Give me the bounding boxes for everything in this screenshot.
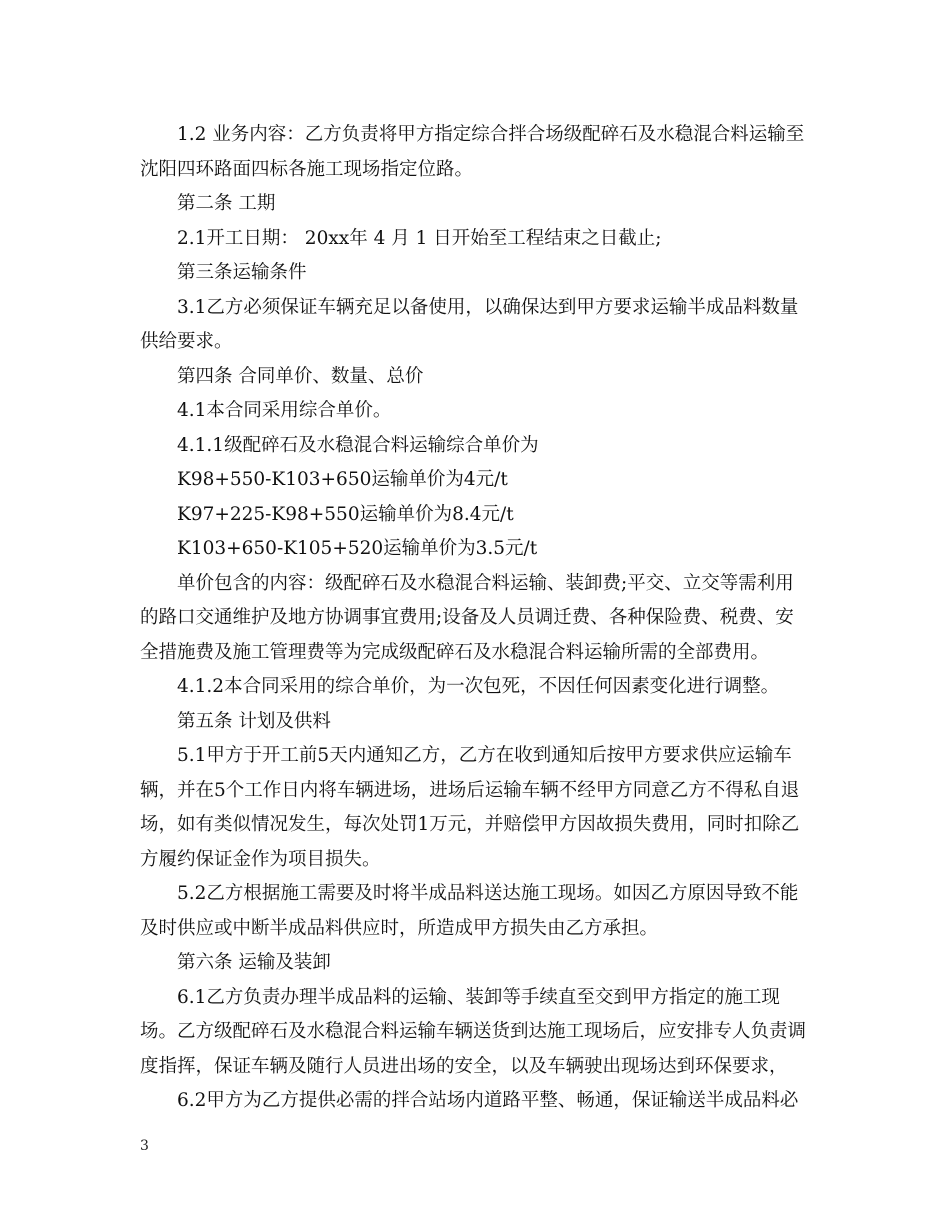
paragraph: 单价包含的内容：级配碎石及水稳混合料运输、装卸费;平交、立交等需利用的路口交通维护及地方协调事宜费用;设备及人员调迁费、各种保险费、税费、安全措施费及施工管理费等为完成级配碎石及水稳混合料运输所需的全部费用。 bbox=[140, 572, 794, 663]
section-heading: 第五条 计划及供料 bbox=[177, 710, 331, 732]
paragraph: 4.1本合同采用综合单价。 bbox=[177, 400, 392, 421]
paragraph: 3.1乙方必须保证车辆充足以备使用，以确保达到甲方要求运输半成品料数量供给要求。 bbox=[140, 296, 799, 352]
section-heading: 第四条 合同单价、数量、总价 bbox=[177, 365, 424, 387]
paragraph: 2.1开工日期： 20xx年 4 月 1 日开始至工程结束之日截止; bbox=[177, 227, 662, 249]
paragraph: 5.1甲方于开工前5天内通知乙方，乙方在收到通知后按甲方要求供应运输车辆，并在5个工作日内将车辆进场，进场后运输车辆不经甲方同意乙方不得私自退场，如有类似情况发生，每次处罚1万元，并赔偿甲方因故损失费用，同时扣除乙方履约保证金作为项目损失。 bbox=[140, 745, 800, 870]
document-body bbox=[140, 118, 810, 1119]
paragraph: 5.2乙方根据施工需要及时将半成品料送达施工现场。如因乙方原因导致不能及时供应或中断半成品料供应时，所造成甲方损失由乙方承担。 bbox=[140, 883, 799, 939]
page-number: 3 bbox=[140, 1138, 149, 1154]
paragraph: 1.2 业务内容：乙方负责将甲方指定综合拌合场级配碎石及水稳混合料运输至沈阳四环路面四标各施工现场指定位路。 bbox=[140, 124, 805, 180]
section-heading: 第六条 运输及装卸 bbox=[177, 952, 331, 973]
price-line: K103+650-K105+520运输单价为3.5元/t bbox=[177, 538, 538, 559]
section-heading: 第二条 工期 bbox=[177, 193, 276, 214]
paragraph: 4.1.1级配碎石及水稳混合料运输综合单价为 bbox=[177, 434, 539, 456]
section-heading: 第三条运输条件 bbox=[177, 262, 307, 283]
price-line: K98+550-K103+650运输单价为4元/t bbox=[177, 469, 508, 490]
price-line: K97+225-K98+550运输单价为8.4元/t bbox=[177, 503, 514, 525]
paragraph: 6.2甲方为乙方提供必需的拌合站场内道路平整、畅通，保证输送半成品料必 bbox=[177, 1090, 799, 1111]
paragraph: 4.1.2本合同采用的综合单价，为一次包死，不因任何因素变化进行调整。 bbox=[177, 676, 780, 697]
paragraph: 6.1乙方负责办理半成品料的运输、装卸等手续直至交到甲方指定的施工现场。乙方级配碎石及水稳混合料运输车辆送货到达施工现场后，应安排专人负责调度指挥，保证车辆及随行人员进出场的安全，以及车辆驶出现场达到环保要求， bbox=[140, 986, 807, 1077]
